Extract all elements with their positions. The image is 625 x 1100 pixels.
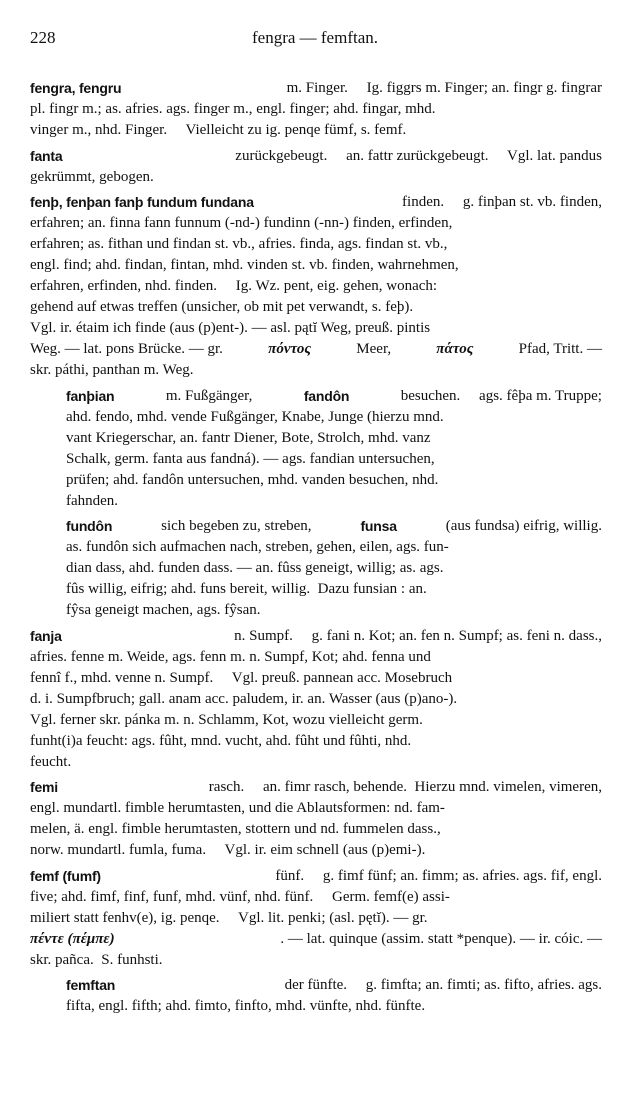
entry-text: Weg. — lat. pons Brücke. — gr. (30, 341, 227, 357)
text-line (30, 99, 602, 120)
entry-text: d. i. Sumpfbruch; gall. anam acc. paludem, ir. an. Wasser (aus (p)ano-). (30, 690, 458, 707)
entry-text: m. Fußgänger, (162, 387, 257, 404)
text-line (30, 908, 602, 929)
text-line (66, 449, 602, 470)
text-line (30, 276, 602, 297)
text-line (66, 975, 602, 996)
entry-text: skr. páthi, panthan m. Weg. (30, 362, 194, 378)
text-line (30, 318, 602, 339)
text-line (66, 470, 602, 491)
entry-text: afries. fenne m. Weide, ags. fenn m. n. Sumpf, Kot; ahd. fenna und (30, 648, 431, 665)
dictionary-entry (30, 866, 602, 971)
sub-entry (66, 975, 602, 1017)
headword: femf (fumf) (30, 867, 101, 884)
entry-text: Meer, (352, 341, 395, 357)
text-line (30, 929, 602, 950)
entry-text: fennî f., mhd. venne n. Sumpf. Vgl. preuß. pannean acc. Mosebruch (30, 669, 453, 686)
text-line (66, 558, 602, 579)
text-line (30, 192, 602, 213)
headword: fanþian (66, 387, 115, 404)
entry-text: gehend auf etwas treffen (unsicher, ob mit pet verwandt, s. feþ). (30, 299, 414, 315)
entry-text: Schalk, germ. fanta aus fandná). — ags. fandian untersuchen, (66, 450, 435, 467)
headword: fandôn (303, 387, 350, 404)
entry-text: feucht. (30, 753, 72, 770)
text-line (30, 887, 602, 908)
entry-text: rasch. an. fimr rasch, behende. Hierzu mnd. vimelen, vimeren, (205, 779, 602, 795)
sub-entry (66, 516, 602, 621)
headword: fundôn (66, 518, 113, 534)
text-line (66, 386, 602, 407)
text-line (66, 491, 602, 512)
entry-text: vant Kriegerschar, an. fantr Diener, Bote, Strolch, mhd. vanz (66, 429, 431, 446)
entry-text: engl. find; ahd. findan, fintan, mhd. vinden st. vb. finden, wahrnehmen, (30, 257, 459, 273)
text-line (30, 752, 602, 773)
text-line (30, 840, 602, 861)
entry-text: erfahren; an. finna fann funnum (-nd-) fundinn (-nn-) finden, erfinden, (30, 215, 453, 231)
entry-text: gekrümmt, gebogen. (30, 168, 154, 185)
text-line (30, 731, 602, 752)
text-line (30, 866, 602, 887)
entry-text: zurückgebeugt. an. fattr zurückgebeugt. Vgl. lat. pandus (231, 147, 602, 164)
text-line (66, 600, 602, 621)
entry-text: (aus fundsa) eifrig, willig. (442, 518, 602, 534)
entry-text: norw. mundartl. fumla, fuma. Vgl. ir. eim schnell (aus (p)emi-). (30, 842, 426, 858)
text-line (30, 78, 602, 99)
headword: femi (30, 779, 58, 795)
dictionary-entry (30, 626, 602, 773)
entry-text: pl. fingr m.; as. afries. ags. finger m., engl. finger; ahd. fingar, mhd. (30, 101, 436, 117)
text-line (30, 297, 602, 318)
entry-text: der fünfte. g. fimfta; an. fimti; as. fifto, afries. ags. (280, 977, 602, 993)
text-line (30, 339, 602, 360)
entry-text: erfahren, erfinden, nhd. finden. Ig. Wz. pent, eig. gehen, wonach: (30, 278, 438, 294)
headword: fanta (30, 147, 63, 164)
text-line (30, 950, 602, 971)
entry-text: erfahren; as. fithan und findan st. vb., afries. finda, ags. findan st. vb., (30, 236, 448, 252)
entry-text: Pfad, Tritt. — (514, 341, 602, 357)
entry-text: sich begeben zu, streben, (157, 518, 316, 534)
entry-text: five; ahd. fimf, finf, funf, mhd. vünf, nhd. fünf. Germ. femf(e) assi- (30, 888, 450, 905)
greek-term: πόντος (268, 341, 312, 357)
greek-term: πάτος (436, 341, 474, 357)
entry-text: Vgl. ir. étaim ich finde (aus (p)ent-). — asl. pątĭ Weg, preuß. pintis (30, 320, 431, 336)
entry-text: Vgl. ferner skr. pánka m. n. Schlamm, Kot, wozu vielleicht germ. (30, 711, 423, 728)
text-line (30, 710, 602, 731)
headword: funsa (360, 518, 397, 534)
dictionary-body (30, 78, 602, 1022)
text-line (30, 798, 602, 819)
entry-text: vinger m., nhd. Finger. Vielleicht zu ig. penqe fümf, s. femf. (30, 122, 407, 138)
text-line (66, 537, 602, 558)
entry-text: fifta, engl. fifth; ahd. fimto, finfto, mhd. vünfte, nhd. fünfte. (66, 998, 426, 1014)
dictionary-entry (30, 192, 602, 381)
text-line (30, 668, 602, 689)
dictionary-entry (30, 777, 602, 861)
entry-text: fŷsa geneigt machen, ags. fŷsan. (66, 602, 261, 618)
text-line (66, 516, 602, 537)
text-line (30, 120, 602, 141)
entry-text: fünf. g. fimf fünf; an. fimm; as. afries. ags. fif, engl. (271, 867, 602, 884)
text-line (30, 234, 602, 255)
entry-text: ahd. fendo, mhd. vende Fußgänger, Knabe, Junge (hierzu mnd. (66, 408, 444, 425)
text-line (30, 689, 602, 710)
entry-text: . — lat. quinque (assim. statt *penque). — ir. cóic. — (280, 930, 602, 947)
text-line (66, 996, 602, 1017)
greek-term: πέντε (πέμπε) (30, 930, 115, 947)
entry-text: as. fundôn sich aufmachen nach, streben, gehen, eilen, ags. fun- (66, 539, 449, 555)
entry-text: besuchen. ags. fêþa m. Truppe; (397, 387, 602, 404)
page-number: 228 (30, 28, 56, 47)
entry-text: fahnden. (66, 492, 119, 509)
text-line (30, 167, 602, 188)
page-header (30, 28, 600, 52)
entry-text: dian dass, ahd. funden dass. — an. fûss geneigt, willig; as. ags. (66, 560, 444, 576)
entry-text: funht(i)a feucht: ags. fûht, mnd. vucht, ahd. fûht und fûhti, nhd. (30, 732, 412, 749)
running-title: fengra — femftan. (251, 28, 379, 47)
entry-text: m. Finger. Ig. figgrs m. Finger; an. fingr g. fingrar (282, 80, 602, 96)
entry-text: skr. pañca. S. funhsti. (30, 951, 163, 968)
entry-text: fûs willig, eifrig; ahd. funs bereit, willig. Dazu funsian : an. (66, 581, 427, 597)
entry-text: finden. g. finþan st. vb. finden, (398, 194, 602, 210)
text-line (30, 255, 602, 276)
text-line (30, 647, 602, 668)
text-line (30, 626, 602, 647)
headword: fengra, fengru (30, 80, 122, 96)
entry-text: melen, ä. engl. fimble herumtasten, stottern und nd. fummelen dass., (30, 821, 441, 837)
entry-text: miliert statt fenhv(e), ig. penqe. Vgl. lit. penki; (asl. pętĭ). — gr. (30, 909, 428, 926)
entry-text: n. Sumpf. g. fani n. Kot; an. fen n. Sumpf; as. feni n. dass., (230, 627, 602, 644)
text-line (66, 579, 602, 600)
dictionary-entry (30, 78, 602, 141)
headword: fenþ, fenþan fanþ fundum fundana (30, 194, 254, 210)
text-line (30, 819, 602, 840)
text-line (30, 213, 602, 234)
text-line (30, 360, 602, 381)
text-line (30, 777, 602, 798)
entry-text: prüfen; ahd. fandôn untersuchen, mhd. vanden besuchen, nhd. (66, 471, 439, 488)
headword: femftan (66, 977, 116, 993)
text-line (66, 428, 602, 449)
headword: fanja (30, 627, 62, 644)
sub-entry (66, 386, 602, 512)
text-line (30, 146, 602, 167)
text-line (66, 407, 602, 428)
entry-text: engl. mundartl. fimble herumtasten, und die Ablautsformen: nd. fam- (30, 800, 445, 816)
dictionary-entry (30, 146, 602, 188)
